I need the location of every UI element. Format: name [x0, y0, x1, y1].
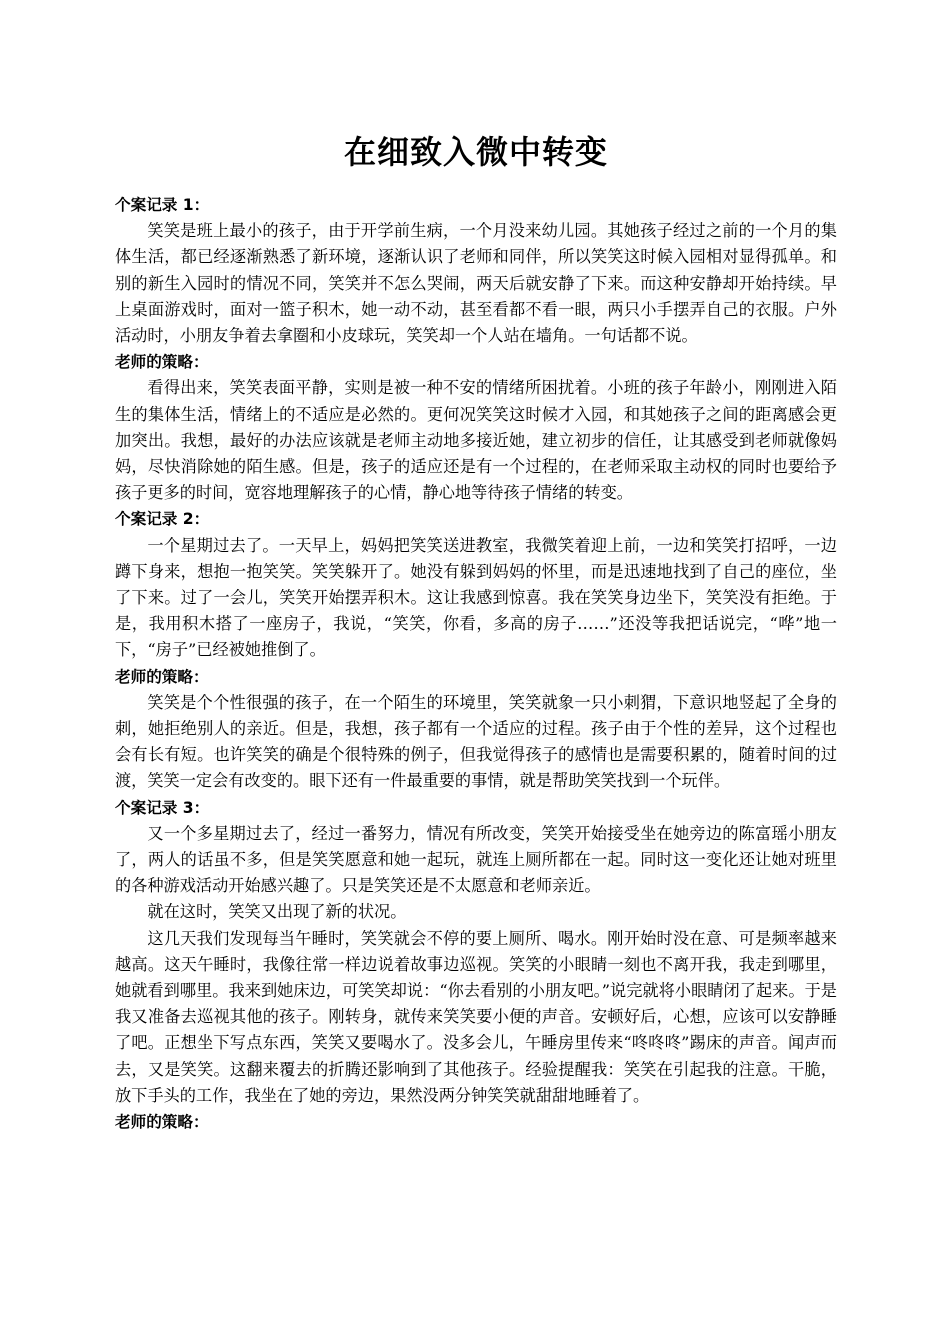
section-heading: 老师的策略： [115, 667, 209, 686]
page-title: 在细致入微中转变 [343, 133, 608, 171]
section-heading: 老师的策略： [115, 353, 209, 372]
document-page [115, 0, 837, 1135]
body-paragraph: 一个星期过去了。一天早上，妈妈把笑笑送进教室，我微笑着迎上前，一边和笑笑打招呼，一边蹲下身来，想抱一抱笑笑。笑笑躲开了。她没有躲到妈妈的怀里，而是迅速地找到了自己的座位，坐了下来。过了一会儿，笑笑开始摆弄积木。这让我感到惊喜。我在笑笑身边坐下，笑笑没有拒绝。于是，我用积木搭了一座房子，我说，“笑笑，你看，多高的房子……”还没等我把话说完，“哗”地一下，“房子”已经被她推倒了。 [115, 535, 837, 660]
document-body [115, 192, 837, 1135]
section-heading: 个案记录 1： [115, 196, 210, 214]
section-heading: 个案记录 2： [115, 510, 210, 529]
body-paragraph: 笑笑是班上最小的孩子，由于开学前生病，一个月没来幼儿园。其她孩子经过之前的一个月的集体生活，都已经逐渐熟悉了新环境，逐渐认识了老师和同伴，所以笑笑这时候入园相对显得孤单。和别的新生入园时的情况不同，笑笑并不怎么哭闹，两天后就安静了下来。而这种安静却开始持续。早上桌面游戏时，面对一篮子积木，她一动不动，甚至看都不看一眼，两只小手摆弄自己的衣服。户外活动时，小朋友争着去拿圈和小皮球玩，笑笑却一个人站在墙角。一句话都不说。 [115, 221, 837, 345]
section-heading: 老师的策略： [115, 1113, 209, 1132]
body-paragraph: 看得出来，笑笑表面平静，实则是被一种不安的情绪所困扰着。小班的孩子年龄小，刚刚进入陌生的集体生活，情绪上的不适应是必然的。更何况笑笑这时候才入园，和其她孩子之间的距离感会更加突出。我想，最好的办法应该就是老师主动地多接近她，建立初步的信任，让其感受到老师就像妈妈，尽快消除她的陌生感。但是，孩子的适应还是有一个过程的，在老师采取主动权的同时也要给予孩子更多的时间，宽容地理解孩子的心情，静心地等待孩子情绪的转变。 [115, 378, 837, 503]
body-paragraph: 就在这时，笑笑又出现了新的状况。 [147, 902, 407, 922]
body-paragraph: 笑笑是个个性很强的孩子，在一个陌生的环境里，笑笑就象一只小刺猬，下意识地竖起了全身的刺，她拒绝别人的亲近。但是，我想，孩子都有一个适应的过程。孩子由于个性的差异，这个过程也会有长有短。也许笑笑的确是个很特殊的例子，但我觉得孩子的感情也是需要积累的，随着时间的过渡，笑笑一定会有改变的。眼下还有一件最重要的事情，就是帮助笑笑找到一个玩伴。 [115, 692, 837, 791]
body-paragraph: 又一个多星期过去了，经过一番努力，情况有所改变，笑笑开始接受坐在她旁边的陈富瑶小朋友了，两人的话虽不多，但是笑笑愿意和她一起玩，就连上厕所都在一起。同时这一变化还让她对班里的各种游戏活动开始感兴趣了。只是笑笑还是不太愿意和老师亲近。 [115, 823, 837, 896]
section-heading: 个案记录 3： [115, 798, 210, 817]
body-paragraph: 这几天我们发现每当午睡时，笑笑就会不停的要上厕所、喝水。刚开始时没在意、可是频率越来越高。这天午睡时，我像往常一样边说着故事边巡视。笑笑的小眼睛一刻也不离开我，我走到哪里，她就看到哪里。我来到她床边，可笑笑却说：“你去看别的小朋友吧。”说完就将小眼睛闭了起来。于是我又准备去巡视其他的孩子。刚转身，就传来笑笑要小便的声音。安顿好后，心想，应该可以安静睡了吧。正想坐下写点东西，笑笑又要喝水了。没多会儿，午睡房里传来“咚咚咚”踢床的声音。闻声而去，又是笑笑。这翻来覆去的折腾还影响到了其他孩子。经验提醒我：笑笑在引起我的注意。干脆，放下手头的工作，我坐在了她的旁边，果然没两分钟笑笑就甜甜地睡着了。 [115, 928, 837, 1105]
